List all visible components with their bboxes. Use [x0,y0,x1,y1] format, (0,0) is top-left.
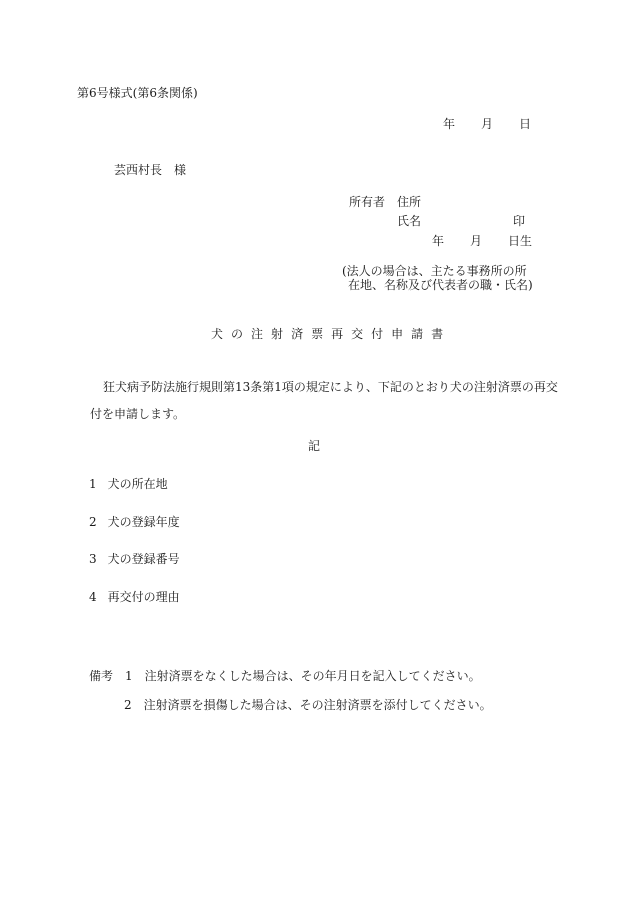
remarks-label: 備考 [89,669,114,683]
date-year-label: 年 [443,117,456,131]
owner-prefix: 所有者 [349,195,386,209]
body-text-line1: 狂犬病予防法施行規則第13条第1項の規定により、下記のとおり犬の注射済票の再交 [103,380,558,394]
list-item [89,591,180,603]
date-line [443,118,531,130]
list-item [89,478,168,490]
date-month-label: 月 [481,117,494,131]
item-number: 1 [89,477,97,491]
item-label: 犬の登録年度 [107,515,180,529]
item-label: 犬の所在地 [107,477,168,491]
corporation-note-line2: 在地、名称及び代表者の職・氏名) [348,278,533,292]
list-item [89,516,180,528]
owner-address-label: 住所 [397,195,422,209]
title-char: 請 [411,327,424,341]
owner-name-label: 氏名 [397,214,422,228]
ki-heading: 記 [308,439,321,453]
title-char: 再 [331,327,344,341]
item-number: 3 [89,552,97,566]
item-number: 2 [89,515,97,529]
title-char: 書 [431,327,444,341]
remarks-line1 [89,670,481,682]
addressee-honorific: 様 [174,163,187,177]
title-char: 注 [251,327,264,341]
remarks-line2 [124,699,492,711]
title-char: 票 [311,327,324,341]
remark-number: 1 [125,669,133,683]
addressee-name: 芸西村長 [114,163,163,177]
title-char: 交 [351,327,364,341]
item-number: 4 [89,590,97,604]
title-char: の [231,327,244,341]
date-day-label: 日 [519,117,532,131]
item-label: 再交付の理由 [107,590,180,604]
title-char: 付 [371,327,384,341]
remark-text: 注射済票をなくした場合は、その年月日を記入してください。 [144,669,481,683]
title-char: 申 [391,327,404,341]
corporation-note-line1: (法人の場合は、主たる事務所の所 [342,264,527,278]
birth-date-line [432,235,532,247]
birth-year-label: 年 [432,234,445,248]
remark-number: 2 [124,698,132,712]
body-text-line2: 付を申請します。 [90,407,186,421]
title-char: 射 [271,327,284,341]
addressee [114,164,186,176]
title-char: 済 [291,327,304,341]
birth-month-label: 月 [470,234,483,248]
owner-address-row [349,196,421,208]
title-char: 犬 [211,327,224,341]
list-item [89,553,180,565]
document-title [211,328,443,340]
item-label: 犬の登録番号 [107,552,180,566]
remark-text: 注射済票を損傷した場合は、その注射済票を添付してください。 [143,698,492,712]
seal-mark: 印 [513,214,526,228]
birth-day-label: 日生 [508,234,533,248]
form-number-label: 第6号様式(第6条関係) [77,86,198,100]
